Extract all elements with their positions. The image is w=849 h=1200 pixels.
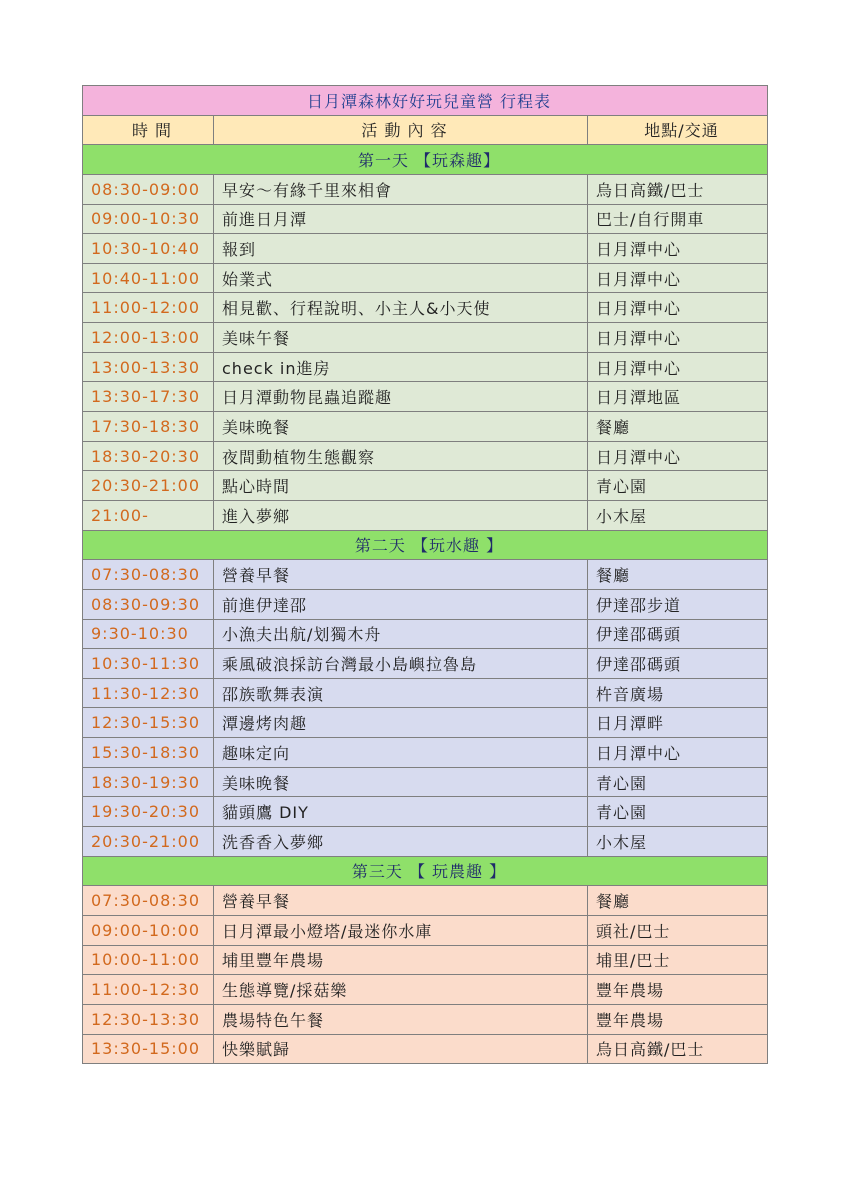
activity-cell: 前進日月潭 xyxy=(214,204,588,234)
schedule-row xyxy=(83,382,768,412)
schedule-row xyxy=(83,1004,768,1034)
activity-cell: 早安～有緣千里來相會 xyxy=(214,174,588,204)
header-location: 地點/交通 xyxy=(588,115,768,145)
location-cell: 豐年農場 xyxy=(588,1004,768,1034)
time-cell: 19:30-20:30 xyxy=(83,797,214,827)
schedule-row xyxy=(83,234,768,264)
schedule-row xyxy=(83,738,768,768)
location-cell: 日月潭中心 xyxy=(588,441,768,471)
location-cell: 巴士/自行開車 xyxy=(588,204,768,234)
day-label: 第三天 【 玩農趣 】 xyxy=(83,856,768,886)
schedule-row xyxy=(83,915,768,945)
time-cell: 10:30-10:40 xyxy=(83,234,214,264)
time-cell: 12:00-13:00 xyxy=(83,323,214,353)
activity-cell: 乘風破浪採訪台灣最小島嶼拉魯島 xyxy=(214,649,588,679)
itinerary-body xyxy=(83,86,768,1064)
location-cell: 日月潭中心 xyxy=(588,323,768,353)
activity-cell: 農場特色午餐 xyxy=(214,1004,588,1034)
activity-cell: 美味晚餐 xyxy=(214,767,588,797)
header-activity: 活 動 內 容 xyxy=(214,115,588,145)
schedule-row xyxy=(83,678,768,708)
location-cell: 小木屋 xyxy=(588,827,768,857)
time-cell: 17:30-18:30 xyxy=(83,412,214,442)
location-cell: 日月潭畔 xyxy=(588,708,768,738)
activity-cell: 日月潭最小燈塔/最迷你水庫 xyxy=(214,915,588,945)
location-cell: 頭社/巴士 xyxy=(588,915,768,945)
activity-cell: 相見歡、行程說明、小主人&小天使 xyxy=(214,293,588,323)
location-cell: 伊達邵碼頭 xyxy=(588,619,768,649)
itinerary-table xyxy=(82,85,768,1064)
activity-cell: 營養早餐 xyxy=(214,560,588,590)
location-cell: 伊達邵步道 xyxy=(588,589,768,619)
schedule-row xyxy=(83,945,768,975)
time-cell: 07:30-08:30 xyxy=(83,886,214,916)
location-cell: 埔里/巴士 xyxy=(588,945,768,975)
activity-cell: 洗香香入夢鄉 xyxy=(214,827,588,857)
time-cell: 09:00-10:30 xyxy=(83,204,214,234)
schedule-row xyxy=(83,886,768,916)
schedule-row xyxy=(83,204,768,234)
schedule-row xyxy=(83,827,768,857)
activity-cell: 報到 xyxy=(214,234,588,264)
time-cell: 10:00-11:00 xyxy=(83,945,214,975)
location-cell: 烏日高鐵/巴士 xyxy=(588,1034,768,1064)
time-cell: 11:00-12:30 xyxy=(83,975,214,1005)
time-cell: 11:00-12:00 xyxy=(83,293,214,323)
activity-cell: 埔里豐年農場 xyxy=(214,945,588,975)
activity-cell: check in進房 xyxy=(214,352,588,382)
time-cell: 20:30-21:00 xyxy=(83,827,214,857)
time-cell: 09:00-10:00 xyxy=(83,915,214,945)
location-cell: 伊達邵碼頭 xyxy=(588,649,768,679)
schedule-row xyxy=(83,797,768,827)
day-header-row xyxy=(83,856,768,886)
location-cell: 日月潭中心 xyxy=(588,293,768,323)
location-cell: 日月潭中心 xyxy=(588,263,768,293)
schedule-row xyxy=(83,323,768,353)
location-cell: 餐廳 xyxy=(588,560,768,590)
activity-cell: 夜間動植物生態觀察 xyxy=(214,441,588,471)
activity-cell: 快樂賦歸 xyxy=(214,1034,588,1064)
schedule-row xyxy=(83,174,768,204)
activity-cell: 始業式 xyxy=(214,263,588,293)
schedule-row xyxy=(83,589,768,619)
day-label: 第二天 【玩水趣 】 xyxy=(83,530,768,560)
time-cell: 15:30-18:30 xyxy=(83,738,214,768)
time-cell: 12:30-15:30 xyxy=(83,708,214,738)
activity-cell: 趣味定向 xyxy=(214,738,588,768)
location-cell: 小木屋 xyxy=(588,500,768,530)
schedule-row xyxy=(83,649,768,679)
time-cell: 13:30-17:30 xyxy=(83,382,214,412)
header-time: 時 間 xyxy=(83,115,214,145)
activity-cell: 生態導覽/採菇樂 xyxy=(214,975,588,1005)
time-cell: 08:30-09:00 xyxy=(83,174,214,204)
schedule-row xyxy=(83,619,768,649)
time-cell: 9:30-10:30 xyxy=(83,619,214,649)
schedule-row xyxy=(83,352,768,382)
activity-cell: 潭邊烤肉趣 xyxy=(214,708,588,738)
time-cell: 07:30-08:30 xyxy=(83,560,214,590)
schedule-row xyxy=(83,293,768,323)
schedule-row xyxy=(83,1034,768,1064)
time-cell: 11:30-12:30 xyxy=(83,678,214,708)
location-cell: 豐年農場 xyxy=(588,975,768,1005)
schedule-row xyxy=(83,708,768,738)
activity-cell: 營養早餐 xyxy=(214,886,588,916)
activity-cell: 進入夢鄉 xyxy=(214,500,588,530)
schedule-row xyxy=(83,441,768,471)
page-title: 日月潭森林好好玩兒童營 行程表 xyxy=(83,86,768,116)
activity-cell: 貓頭鷹 DIY xyxy=(214,797,588,827)
location-cell: 烏日高鐵/巴士 xyxy=(588,174,768,204)
activity-cell: 美味午餐 xyxy=(214,323,588,353)
header-row xyxy=(83,115,768,145)
location-cell: 日月潭中心 xyxy=(588,738,768,768)
time-cell: 18:30-19:30 xyxy=(83,767,214,797)
schedule-row xyxy=(83,500,768,530)
time-cell: 12:30-13:30 xyxy=(83,1004,214,1034)
schedule-row xyxy=(83,412,768,442)
time-cell: 10:30-11:30 xyxy=(83,649,214,679)
location-cell: 杵音廣場 xyxy=(588,678,768,708)
title-row xyxy=(83,86,768,116)
activity-cell: 點心時間 xyxy=(214,471,588,501)
time-cell: 18:30-20:30 xyxy=(83,441,214,471)
activity-cell: 邵族歌舞表演 xyxy=(214,678,588,708)
schedule-row xyxy=(83,471,768,501)
day-label: 第一天 【玩森趣】 xyxy=(83,145,768,175)
time-cell: 20:30-21:00 xyxy=(83,471,214,501)
time-cell: 13:30-15:00 xyxy=(83,1034,214,1064)
location-cell: 青心園 xyxy=(588,767,768,797)
activity-cell: 日月潭動物昆蟲追蹤趣 xyxy=(214,382,588,412)
schedule-row xyxy=(83,767,768,797)
schedule-row xyxy=(83,263,768,293)
activity-cell: 前進伊達邵 xyxy=(214,589,588,619)
location-cell: 日月潭中心 xyxy=(588,352,768,382)
schedule-row xyxy=(83,560,768,590)
schedule-row xyxy=(83,975,768,1005)
location-cell: 日月潭中心 xyxy=(588,234,768,264)
activity-cell: 美味晚餐 xyxy=(214,412,588,442)
location-cell: 青心園 xyxy=(588,797,768,827)
day-header-row xyxy=(83,530,768,560)
time-cell: 13:00-13:30 xyxy=(83,352,214,382)
time-cell: 08:30-09:30 xyxy=(83,589,214,619)
location-cell: 餐廳 xyxy=(588,412,768,442)
location-cell: 日月潭地區 xyxy=(588,382,768,412)
time-cell: 21:00- xyxy=(83,500,214,530)
time-cell: 10:40-11:00 xyxy=(83,263,214,293)
day-header-row xyxy=(83,145,768,175)
location-cell: 青心園 xyxy=(588,471,768,501)
activity-cell: 小漁夫出航/划獨木舟 xyxy=(214,619,588,649)
location-cell: 餐廳 xyxy=(588,886,768,916)
